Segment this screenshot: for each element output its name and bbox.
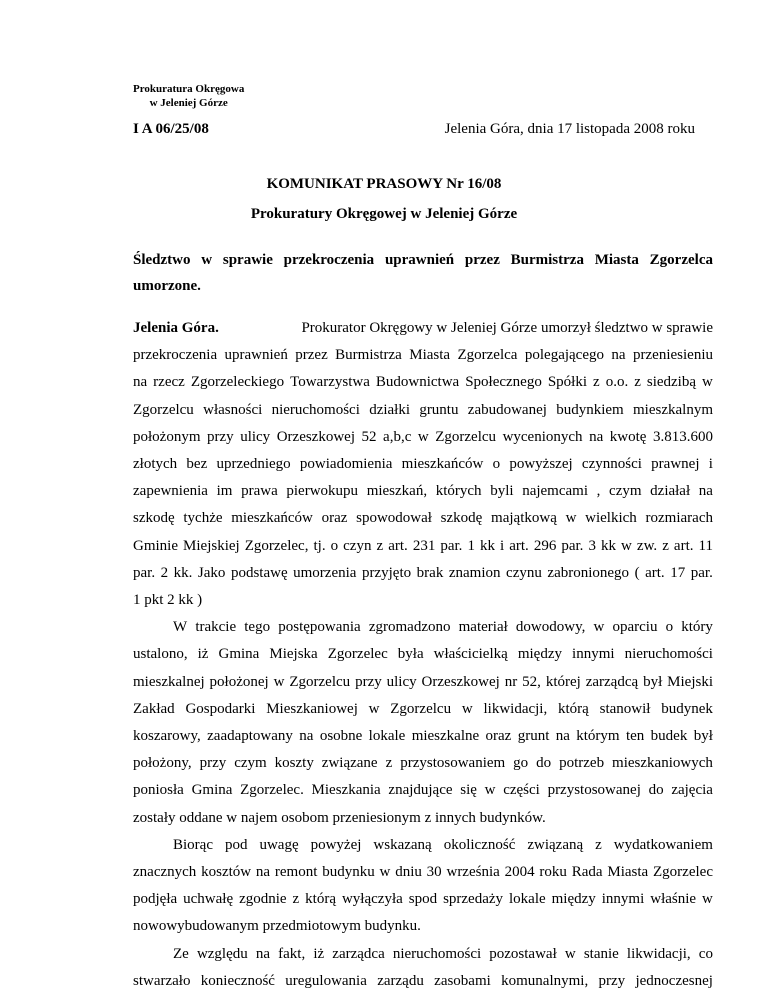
word: której bbox=[545, 673, 581, 690]
word: Ze bbox=[173, 945, 189, 962]
word: znacznych bbox=[133, 864, 197, 881]
word: którym bbox=[576, 728, 620, 745]
word: powyżej bbox=[310, 836, 362, 853]
word: okoliczność bbox=[443, 836, 516, 853]
word: Budownictwa bbox=[375, 374, 460, 391]
word: par. bbox=[690, 564, 713, 581]
word: prawnej bbox=[651, 456, 700, 473]
word: rozmiarach bbox=[645, 510, 713, 527]
word: 52, bbox=[522, 673, 541, 690]
word: zajęcia bbox=[671, 782, 713, 799]
word: oparciu bbox=[612, 619, 658, 636]
word: znajdujące bbox=[388, 782, 453, 799]
word: art. bbox=[509, 537, 529, 554]
word: Biorąc bbox=[173, 836, 213, 853]
word: Miejski bbox=[667, 673, 713, 690]
communique-subtitle: Prokuratury Okręgowej w Jeleniej Górze bbox=[250, 206, 518, 222]
word: Zgorzeleckiego bbox=[190, 374, 285, 391]
word: sprzedaży bbox=[443, 891, 504, 908]
body-line bbox=[133, 859, 713, 886]
word: do bbox=[536, 755, 552, 772]
word: brak bbox=[416, 564, 444, 581]
word: kk bbox=[601, 537, 616, 554]
body-line bbox=[133, 397, 713, 424]
word: uprawnień bbox=[384, 252, 455, 268]
word: postępowania bbox=[278, 619, 361, 636]
word: właścicielką bbox=[433, 646, 508, 663]
word: likwidacji, bbox=[626, 945, 691, 962]
body-line: nowowybudowanym przedmiotowym budynku. bbox=[133, 918, 421, 935]
word: przy bbox=[207, 428, 234, 445]
word: Jako bbox=[197, 564, 226, 581]
word: z bbox=[292, 891, 300, 908]
word: ulicy bbox=[240, 428, 271, 445]
word: 30 bbox=[426, 864, 442, 881]
word: 11 bbox=[698, 537, 713, 554]
word: budek bbox=[650, 728, 688, 745]
word: na bbox=[589, 428, 604, 445]
word: wskazaną bbox=[373, 836, 432, 853]
word: działał bbox=[650, 483, 691, 500]
body-line bbox=[133, 533, 713, 560]
word: 231 bbox=[412, 537, 436, 554]
word: szkodę bbox=[440, 510, 483, 527]
word: poniosła bbox=[133, 782, 184, 799]
word: w bbox=[593, 619, 605, 636]
word: i bbox=[708, 456, 713, 473]
body-line bbox=[133, 424, 713, 451]
word: o bbox=[492, 456, 501, 473]
word: Mieszkaniowej bbox=[266, 700, 358, 717]
word: kk. bbox=[173, 564, 193, 581]
word: mieszkańców bbox=[401, 456, 484, 473]
word: z bbox=[385, 755, 393, 772]
word: Rada bbox=[571, 864, 603, 881]
word: w bbox=[564, 945, 576, 962]
word: iż bbox=[313, 945, 325, 962]
word: im bbox=[216, 483, 233, 500]
word: prawa bbox=[241, 483, 278, 500]
word: Zgorzelec bbox=[653, 864, 713, 881]
word: Zgorzelca bbox=[649, 252, 713, 268]
word: mieszkań, bbox=[366, 483, 428, 500]
word: Miejska bbox=[269, 646, 318, 663]
word: mieszkalnym bbox=[633, 401, 713, 418]
word: kk bbox=[479, 537, 495, 554]
word: W bbox=[173, 619, 188, 636]
word: złotych bbox=[133, 456, 178, 473]
word: budynku bbox=[322, 864, 375, 881]
word: Zgorzelec, bbox=[244, 537, 309, 554]
word: Gminie bbox=[133, 537, 178, 554]
word: właśnie bbox=[650, 891, 697, 908]
word: Zgorzelcu bbox=[289, 673, 351, 690]
word: przy bbox=[355, 673, 382, 690]
word: 17 bbox=[670, 564, 686, 581]
word: Zgorzelec. bbox=[240, 782, 304, 799]
word: konieczność bbox=[200, 972, 275, 989]
word: przystosowaniem bbox=[400, 755, 506, 772]
word: umorzenia bbox=[293, 564, 357, 581]
word: jednoczesnej bbox=[635, 972, 713, 989]
word: w bbox=[201, 252, 213, 268]
word: szkodę bbox=[133, 510, 175, 527]
word: czyn bbox=[343, 537, 372, 554]
word: zabronionego bbox=[547, 564, 630, 581]
word: których bbox=[435, 483, 482, 500]
word: uregulowania bbox=[285, 972, 367, 989]
word: Zakład bbox=[133, 700, 175, 717]
word: osobne bbox=[319, 728, 363, 745]
word: w bbox=[702, 374, 713, 391]
word: którą bbox=[558, 700, 589, 717]
word: oraz bbox=[321, 510, 348, 527]
word: Gmina bbox=[191, 782, 233, 799]
word: Miasta bbox=[409, 347, 451, 364]
word: związaną bbox=[527, 836, 584, 853]
word: na bbox=[611, 347, 626, 364]
word: sprawie bbox=[222, 252, 273, 268]
word: kosztów bbox=[201, 864, 252, 881]
word: czym bbox=[609, 483, 642, 500]
word: własności bbox=[203, 401, 263, 418]
word: potrzeb bbox=[559, 755, 605, 772]
word: czynu bbox=[506, 564, 542, 581]
word: kwotę bbox=[609, 428, 647, 445]
word: koszarowy, bbox=[133, 728, 201, 745]
place-date: Jelenia Góra, dnia 17 listopada 2008 roku bbox=[444, 121, 695, 137]
word: między bbox=[517, 646, 562, 663]
word: przeniesieniu bbox=[633, 347, 713, 364]
word: uprzedniego bbox=[216, 456, 291, 473]
word: dowodowy, bbox=[515, 619, 586, 636]
word: Miasta bbox=[607, 864, 649, 881]
word: 3.813.600 bbox=[652, 428, 713, 445]
word: roku bbox=[539, 864, 567, 881]
word: 296 bbox=[533, 537, 557, 554]
body-line bbox=[133, 723, 713, 750]
body-line bbox=[133, 968, 713, 995]
word: tychże bbox=[183, 510, 223, 527]
word: tj. bbox=[313, 537, 326, 554]
word: komunalnymi, bbox=[501, 972, 589, 989]
word: z bbox=[376, 537, 384, 554]
word: Miasta bbox=[594, 252, 639, 268]
word: zarządu bbox=[377, 972, 424, 989]
word: 2 bbox=[160, 564, 169, 581]
word: był bbox=[643, 673, 663, 690]
word: przystosowanej bbox=[547, 782, 641, 799]
issuing-office bbox=[133, 82, 244, 110]
body-line bbox=[133, 614, 713, 641]
word: ustalono, bbox=[133, 646, 188, 663]
body-line bbox=[133, 478, 713, 505]
word: art. bbox=[388, 537, 408, 554]
word: w bbox=[565, 510, 577, 527]
word: art. bbox=[673, 537, 694, 554]
word: par. bbox=[440, 537, 463, 554]
word: polegającego bbox=[524, 347, 604, 364]
word: dniu bbox=[395, 864, 422, 881]
word: w bbox=[461, 700, 473, 717]
word: na bbox=[255, 945, 271, 962]
word: 52 bbox=[361, 428, 377, 445]
word: materiał bbox=[458, 619, 508, 636]
word: Śledztwo bbox=[133, 252, 191, 268]
word: przekroczenia bbox=[133, 347, 218, 364]
word: spod bbox=[408, 891, 438, 908]
word: fakt, bbox=[278, 945, 306, 962]
word: Orzeszkowej bbox=[421, 673, 500, 690]
word: majątkową bbox=[491, 510, 557, 527]
word: o.o. bbox=[605, 374, 629, 391]
word: w bbox=[273, 673, 285, 690]
word: iż bbox=[197, 646, 209, 663]
word: w bbox=[368, 700, 380, 717]
word: nr bbox=[504, 673, 518, 690]
word: ulicy bbox=[386, 673, 417, 690]
word: Miejskiej bbox=[183, 537, 240, 554]
body-line bbox=[133, 505, 713, 532]
body-line bbox=[133, 832, 713, 859]
word: części bbox=[503, 782, 540, 799]
word: Orzeszkowej bbox=[276, 428, 355, 445]
word: września bbox=[446, 864, 500, 881]
word: wydatkowaniem bbox=[613, 836, 713, 853]
word: mieszkalne bbox=[411, 728, 480, 745]
body-line bbox=[133, 777, 713, 804]
word: uwagę bbox=[259, 836, 299, 853]
word: na bbox=[133, 374, 148, 391]
body-line bbox=[133, 451, 713, 478]
word: z bbox=[662, 537, 669, 554]
word: uchwałę bbox=[183, 891, 234, 908]
body-line bbox=[133, 886, 713, 913]
word: przekroczenia bbox=[283, 252, 375, 268]
word: zgodnie bbox=[239, 891, 287, 908]
word: powiadomienia bbox=[299, 456, 393, 473]
word: budynkiem bbox=[556, 401, 624, 418]
word: czym bbox=[234, 755, 267, 772]
word: na bbox=[698, 483, 713, 500]
word: którą bbox=[305, 891, 336, 908]
word: przyjęto bbox=[361, 564, 412, 581]
word: nieruchomości bbox=[624, 646, 713, 663]
word: w bbox=[702, 891, 713, 908]
word: remont bbox=[274, 864, 318, 881]
word: byli bbox=[490, 483, 514, 500]
word: Gospodarki bbox=[185, 700, 256, 717]
word: na bbox=[555, 728, 570, 745]
word: powyższej bbox=[509, 456, 573, 473]
word: do bbox=[648, 782, 664, 799]
word: zapewnienia bbox=[133, 483, 208, 500]
word: 3 bbox=[588, 537, 596, 554]
word: wycenionych bbox=[502, 428, 583, 445]
word: położony, bbox=[133, 755, 192, 772]
word: 1 bbox=[467, 537, 475, 554]
word: siedzibą bbox=[646, 374, 697, 391]
headline bbox=[133, 247, 713, 299]
word: Burmistrza bbox=[335, 347, 402, 364]
body-line: zostały oddane w najem osobom przeniesionym z innych budynków. bbox=[133, 809, 546, 826]
word: o bbox=[665, 619, 674, 636]
word: z bbox=[593, 374, 600, 391]
word: Mieszkania bbox=[311, 782, 381, 799]
word: nieruchomości bbox=[392, 945, 482, 962]
word: w bbox=[379, 864, 391, 881]
word: Gmina bbox=[218, 646, 260, 663]
word: pierwokupu bbox=[286, 483, 359, 500]
word: trakcie bbox=[195, 619, 237, 636]
word: mieszkaniowych bbox=[612, 755, 713, 772]
word: nieruchomości bbox=[271, 401, 360, 418]
word: Towarzystwa bbox=[290, 374, 370, 391]
word: i bbox=[500, 537, 505, 554]
word: działki bbox=[369, 401, 411, 418]
body-line bbox=[133, 369, 713, 396]
word: par. bbox=[561, 537, 584, 554]
word: stwarzało bbox=[133, 972, 191, 989]
word: wielkich bbox=[585, 510, 637, 527]
word: budynek bbox=[661, 700, 713, 717]
word: na bbox=[255, 864, 271, 881]
case-number: I A 06/25/08 bbox=[133, 121, 209, 137]
word: pod bbox=[224, 836, 248, 853]
word: się bbox=[460, 782, 477, 799]
body-line-text: Prokurator Okręgowy w Jeleniej Górze umorzył śledztwo w sprawie bbox=[301, 320, 713, 336]
word: pozostawał bbox=[489, 945, 557, 962]
word: a,b,c bbox=[383, 428, 412, 445]
word: zarządcą bbox=[585, 673, 639, 690]
headline-line: umorzone. bbox=[133, 278, 201, 294]
word: Zgorzelcu bbox=[390, 700, 452, 717]
office-name: Prokuratura Okręgowa bbox=[133, 83, 245, 95]
word: bez bbox=[186, 456, 208, 473]
word: ( bbox=[634, 564, 640, 581]
word: zarządca bbox=[332, 945, 385, 962]
body-line bbox=[133, 750, 713, 777]
word: był bbox=[693, 728, 713, 745]
word: 2004 bbox=[504, 864, 535, 881]
word: podstawę bbox=[230, 564, 288, 581]
word: gruntu bbox=[419, 401, 459, 418]
word: par. bbox=[133, 564, 156, 581]
word: o bbox=[330, 537, 339, 554]
word: wyłączyła bbox=[341, 891, 403, 908]
word: spowodował bbox=[356, 510, 432, 527]
word: , bbox=[596, 483, 601, 500]
word: Zgorzelcu bbox=[435, 428, 497, 445]
word: zabudowanej bbox=[467, 401, 547, 418]
word: stanie bbox=[583, 945, 619, 962]
word: Społecznego bbox=[465, 374, 542, 391]
body-line bbox=[133, 641, 713, 668]
office-location: w Jeleniej Górze bbox=[149, 97, 228, 109]
dateline: Jelenia Góra. bbox=[133, 320, 219, 336]
word: art. bbox=[645, 564, 665, 581]
word: związane bbox=[321, 755, 378, 772]
word: była bbox=[397, 646, 424, 663]
word: w bbox=[484, 782, 496, 799]
body-line bbox=[133, 315, 713, 342]
body-line bbox=[133, 696, 713, 723]
article-body bbox=[133, 315, 713, 995]
body-line bbox=[133, 669, 713, 696]
body-line: 1 pkt 2 kk ) bbox=[133, 592, 203, 609]
body-line bbox=[133, 941, 713, 968]
word: zaadaptowany bbox=[207, 728, 293, 745]
word: podjęła bbox=[133, 891, 178, 908]
word: oraz bbox=[485, 728, 512, 745]
word: Burmistrza bbox=[510, 252, 584, 268]
word: innymi bbox=[572, 646, 615, 663]
word: położonej bbox=[209, 673, 269, 690]
word: przez bbox=[464, 252, 500, 268]
word: uprawnień bbox=[224, 347, 288, 364]
word: przy bbox=[199, 755, 227, 772]
word: Spółki bbox=[547, 374, 588, 391]
word: względu bbox=[196, 945, 248, 962]
word: w bbox=[621, 537, 632, 554]
word: Zgorzelca bbox=[457, 347, 518, 364]
word: rzecz bbox=[153, 374, 185, 391]
word: likwidacji, bbox=[483, 700, 548, 717]
word: stanowił bbox=[599, 700, 651, 717]
word: lokale bbox=[509, 891, 546, 908]
word: Zgorzelcu bbox=[133, 401, 194, 418]
word: z bbox=[634, 374, 641, 391]
word: zw. bbox=[636, 537, 658, 554]
word: z bbox=[595, 836, 602, 853]
word: przy bbox=[598, 972, 626, 989]
word: czynności bbox=[581, 456, 642, 473]
word: mieszkańców bbox=[231, 510, 313, 527]
word: tego bbox=[244, 619, 271, 636]
word: położonym bbox=[133, 428, 201, 445]
word: co bbox=[698, 945, 713, 962]
word: który bbox=[681, 619, 713, 636]
communique-title: KOMUNIKAT PRASOWY Nr 16/08 bbox=[266, 176, 502, 192]
word: przez bbox=[295, 347, 328, 364]
word: zasobami bbox=[434, 972, 491, 989]
word: zgromadzono bbox=[368, 619, 451, 636]
word: grunt bbox=[517, 728, 550, 745]
headline-line bbox=[133, 247, 713, 273]
word: najemcami bbox=[522, 483, 588, 500]
word: na bbox=[299, 728, 314, 745]
word: go bbox=[513, 755, 529, 772]
word: Zgorzelec bbox=[327, 646, 388, 663]
word: mieszkalnej bbox=[133, 673, 205, 690]
body-line bbox=[133, 560, 713, 587]
word: znamion bbox=[448, 564, 501, 581]
body-line bbox=[133, 342, 713, 369]
word: ten bbox=[625, 728, 645, 745]
word: w bbox=[417, 428, 429, 445]
word: innymi bbox=[601, 891, 645, 908]
word: koszty bbox=[274, 755, 314, 772]
word: między bbox=[551, 891, 596, 908]
word: lokale bbox=[368, 728, 406, 745]
